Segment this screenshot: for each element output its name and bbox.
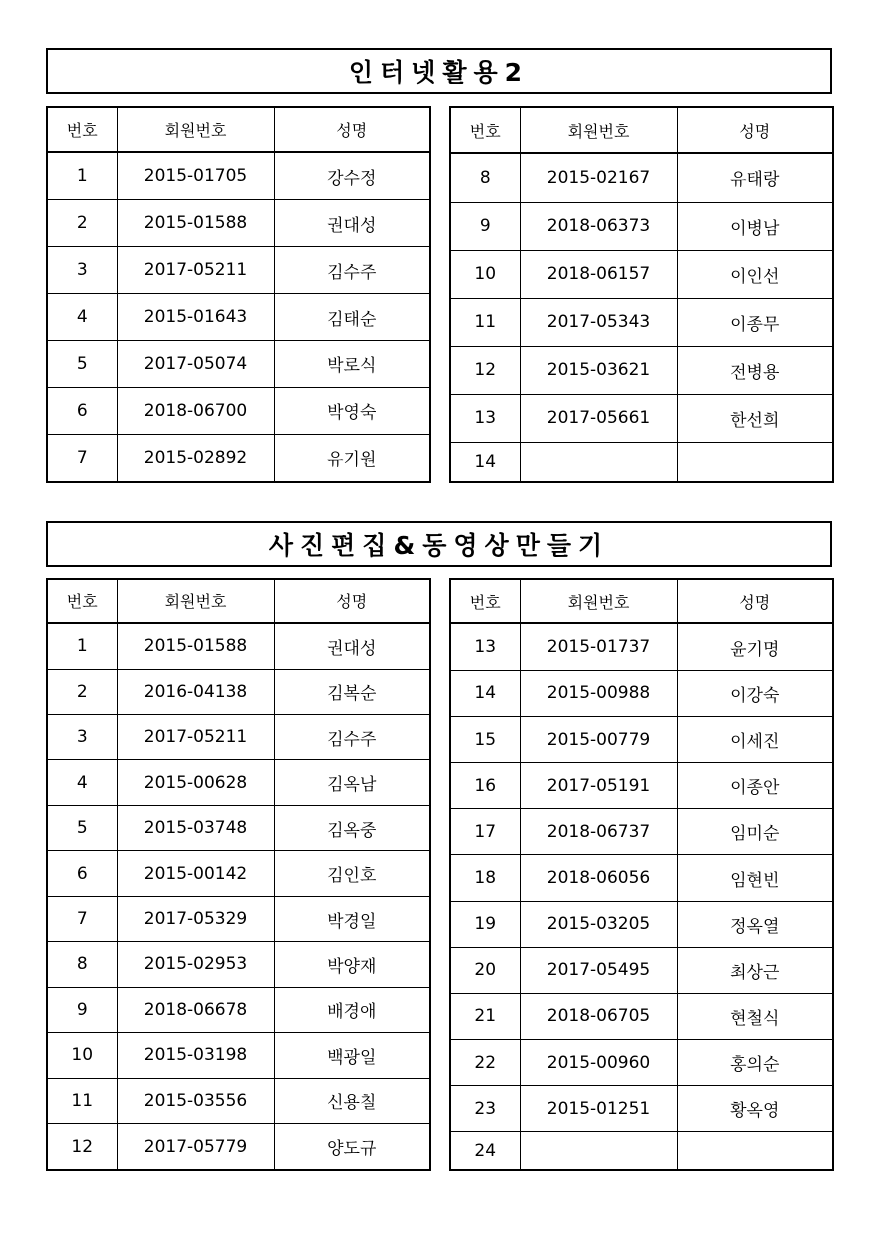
cell-name: 강수정 — [274, 152, 430, 200]
cell-name: 유기원 — [274, 434, 430, 482]
cell-member-id: 2015-02167 — [520, 153, 677, 202]
table-row — [450, 1086, 833, 1132]
section-title: 사진편집&동영상만들기 — [46, 521, 832, 567]
cell-name: 김수주 — [274, 247, 430, 294]
cell-name: 배경애 — [274, 987, 430, 1032]
cell-name: 양도규 — [274, 1124, 430, 1170]
table-header-row — [47, 107, 430, 152]
header-number: 번호 — [450, 579, 520, 623]
cell-number: 12 — [47, 1124, 117, 1170]
cell-name: 이강숙 — [677, 670, 833, 716]
cell-number: 7 — [47, 896, 117, 941]
table-row — [47, 434, 430, 482]
header-name: 성명 — [274, 107, 430, 152]
cell-member-id: 2015-02892 — [117, 434, 274, 482]
cell-name: 현철식 — [677, 993, 833, 1039]
cell-number: 14 — [450, 670, 520, 716]
cell-number: 10 — [450, 250, 520, 298]
table-header-row — [450, 579, 833, 623]
cell-member-id: 2015-01643 — [117, 294, 274, 341]
cell-member-id: 2018-06056 — [520, 855, 677, 901]
cell-number: 8 — [450, 153, 520, 202]
header-number: 번호 — [47, 107, 117, 152]
cell-number: 12 — [450, 346, 520, 394]
table-row — [47, 200, 430, 247]
cell-name: 김태순 — [274, 294, 430, 341]
cell-number: 20 — [450, 947, 520, 993]
table-row — [450, 623, 833, 670]
cell-name: 전병용 — [677, 346, 833, 394]
cell-name: 유태랑 — [677, 153, 833, 202]
table-row — [450, 1040, 833, 1086]
table-row — [450, 346, 833, 394]
cell-member-id: 2017-05779 — [117, 1124, 274, 1170]
cell-member-id: 2017-05343 — [520, 298, 677, 346]
header-name: 성명 — [677, 107, 833, 153]
roster-table-left — [46, 578, 431, 1171]
cell-member-id: 2015-00142 — [117, 851, 274, 896]
section-title: 인터넷활용2 — [46, 48, 832, 94]
cell-member-id: 2018-06705 — [520, 993, 677, 1039]
cell-number: 15 — [450, 717, 520, 763]
table-row — [47, 1124, 430, 1170]
cell-number: 16 — [450, 763, 520, 809]
cell-number: 3 — [47, 714, 117, 759]
cell-name: 김수주 — [274, 714, 430, 759]
cell-number: 7 — [47, 434, 117, 482]
cell-name: 김옥남 — [274, 760, 430, 805]
cell-member-id: 2018-06678 — [117, 987, 274, 1032]
cell-number: 11 — [47, 1078, 117, 1123]
cell-member-id: 2017-05191 — [520, 763, 677, 809]
cell-number: 5 — [47, 805, 117, 850]
table-row — [450, 1132, 833, 1170]
table-row — [450, 763, 833, 809]
cell-member-id: 2015-00628 — [117, 760, 274, 805]
cell-number: 9 — [450, 202, 520, 250]
cell-member-id: 2015-01588 — [117, 623, 274, 669]
table-row — [450, 394, 833, 442]
table-row — [47, 942, 430, 987]
cell-number: 13 — [450, 623, 520, 670]
cell-number: 19 — [450, 901, 520, 947]
cell-name: 김인호 — [274, 851, 430, 896]
cell-number: 6 — [47, 387, 117, 434]
cell-number: 5 — [47, 340, 117, 387]
cell-member-id: 2018-06373 — [520, 202, 677, 250]
table-header-row — [450, 107, 833, 153]
cell-name: 최상근 — [677, 947, 833, 993]
cell-member-id: 2015-01705 — [117, 152, 274, 200]
cell-number: 3 — [47, 247, 117, 294]
cell-name: 권대성 — [274, 623, 430, 669]
table-row — [47, 340, 430, 387]
header-member-id: 회원번호 — [117, 579, 274, 623]
table-row — [47, 851, 430, 896]
cell-name: 박영숙 — [274, 387, 430, 434]
cell-member-id: 2015-00960 — [520, 1040, 677, 1086]
cell-member-id: 2015-02953 — [117, 942, 274, 987]
table-row — [450, 153, 833, 202]
header-name: 성명 — [677, 579, 833, 623]
table-row — [47, 247, 430, 294]
cell-number: 2 — [47, 669, 117, 714]
table-row — [450, 809, 833, 855]
table-row — [47, 1033, 430, 1078]
table-header-row — [47, 579, 430, 623]
cell-number: 23 — [450, 1086, 520, 1132]
cell-name: 윤기명 — [677, 623, 833, 670]
cell-name — [677, 1132, 833, 1170]
cell-number: 22 — [450, 1040, 520, 1086]
header-member-id: 회원번호 — [520, 579, 677, 623]
table-row — [47, 623, 430, 669]
cell-name: 신용칠 — [274, 1078, 430, 1123]
cell-member-id: 2017-05661 — [520, 394, 677, 442]
cell-number: 9 — [47, 987, 117, 1032]
cell-member-id: 2015-01737 — [520, 623, 677, 670]
table-row — [47, 714, 430, 759]
table-row — [47, 294, 430, 341]
cell-name — [677, 442, 833, 482]
cell-name: 권대성 — [274, 200, 430, 247]
table-row — [450, 442, 833, 482]
cell-name: 박경일 — [274, 896, 430, 941]
cell-name: 홍의순 — [677, 1040, 833, 1086]
roster-table-right — [449, 106, 834, 483]
cell-name: 김옥중 — [274, 805, 430, 850]
cell-member-id: 2015-03748 — [117, 805, 274, 850]
cell-member-id — [520, 442, 677, 482]
cell-member-id — [520, 1132, 677, 1170]
table-row — [47, 760, 430, 805]
cell-member-id: 2018-06157 — [520, 250, 677, 298]
cell-number: 6 — [47, 851, 117, 896]
table-row — [450, 901, 833, 947]
cell-number: 4 — [47, 294, 117, 341]
table-row — [47, 896, 430, 941]
cell-number: 8 — [47, 942, 117, 987]
cell-member-id: 2017-05211 — [117, 714, 274, 759]
cell-name: 김복순 — [274, 669, 430, 714]
cell-member-id: 2015-00988 — [520, 670, 677, 716]
table-row — [450, 670, 833, 716]
cell-number: 4 — [47, 760, 117, 805]
header-member-id: 회원번호 — [520, 107, 677, 153]
cell-number: 2 — [47, 200, 117, 247]
cell-number: 21 — [450, 993, 520, 1039]
cell-name: 임현빈 — [677, 855, 833, 901]
cell-number: 10 — [47, 1033, 117, 1078]
table-row — [450, 993, 833, 1039]
table-row — [47, 805, 430, 850]
cell-name: 박양재 — [274, 942, 430, 987]
cell-member-id: 2017-05329 — [117, 896, 274, 941]
cell-name: 백광일 — [274, 1033, 430, 1078]
cell-number: 24 — [450, 1132, 520, 1170]
cell-name: 박로식 — [274, 340, 430, 387]
cell-name: 이종안 — [677, 763, 833, 809]
cell-member-id: 2017-05211 — [117, 247, 274, 294]
cell-member-id: 2017-05074 — [117, 340, 274, 387]
cell-member-id: 2016-04138 — [117, 669, 274, 714]
cell-number: 1 — [47, 623, 117, 669]
table-row — [450, 250, 833, 298]
cell-name: 황옥영 — [677, 1086, 833, 1132]
cell-member-id: 2015-03556 — [117, 1078, 274, 1123]
cell-member-id: 2018-06700 — [117, 387, 274, 434]
cell-member-id: 2015-03198 — [117, 1033, 274, 1078]
cell-number: 14 — [450, 442, 520, 482]
cell-name: 한선희 — [677, 394, 833, 442]
header-name: 성명 — [274, 579, 430, 623]
roster-table-right — [449, 578, 834, 1171]
table-row — [450, 298, 833, 346]
cell-member-id: 2015-03621 — [520, 346, 677, 394]
cell-number: 18 — [450, 855, 520, 901]
cell-number: 11 — [450, 298, 520, 346]
cell-member-id: 2017-05495 — [520, 947, 677, 993]
cell-name: 이종무 — [677, 298, 833, 346]
table-row — [450, 947, 833, 993]
cell-number: 13 — [450, 394, 520, 442]
cell-member-id: 2015-03205 — [520, 901, 677, 947]
table-row — [47, 387, 430, 434]
cell-member-id: 2018-06737 — [520, 809, 677, 855]
cell-name: 이병남 — [677, 202, 833, 250]
cell-name: 임미순 — [677, 809, 833, 855]
table-row — [450, 855, 833, 901]
table-row — [450, 202, 833, 250]
cell-name: 이인선 — [677, 250, 833, 298]
cell-member-id: 2015-01588 — [117, 200, 274, 247]
table-row — [47, 152, 430, 200]
cell-member-id: 2015-01251 — [520, 1086, 677, 1132]
cell-member-id: 2015-00779 — [520, 717, 677, 763]
header-number: 번호 — [47, 579, 117, 623]
table-row — [47, 987, 430, 1032]
header-number: 번호 — [450, 107, 520, 153]
table-row — [450, 717, 833, 763]
roster-table-left — [46, 106, 431, 483]
table-row — [47, 669, 430, 714]
header-member-id: 회원번호 — [117, 107, 274, 152]
cell-number: 1 — [47, 152, 117, 200]
cell-name: 이세진 — [677, 717, 833, 763]
table-row — [47, 1078, 430, 1123]
cell-number: 17 — [450, 809, 520, 855]
cell-name: 정옥열 — [677, 901, 833, 947]
